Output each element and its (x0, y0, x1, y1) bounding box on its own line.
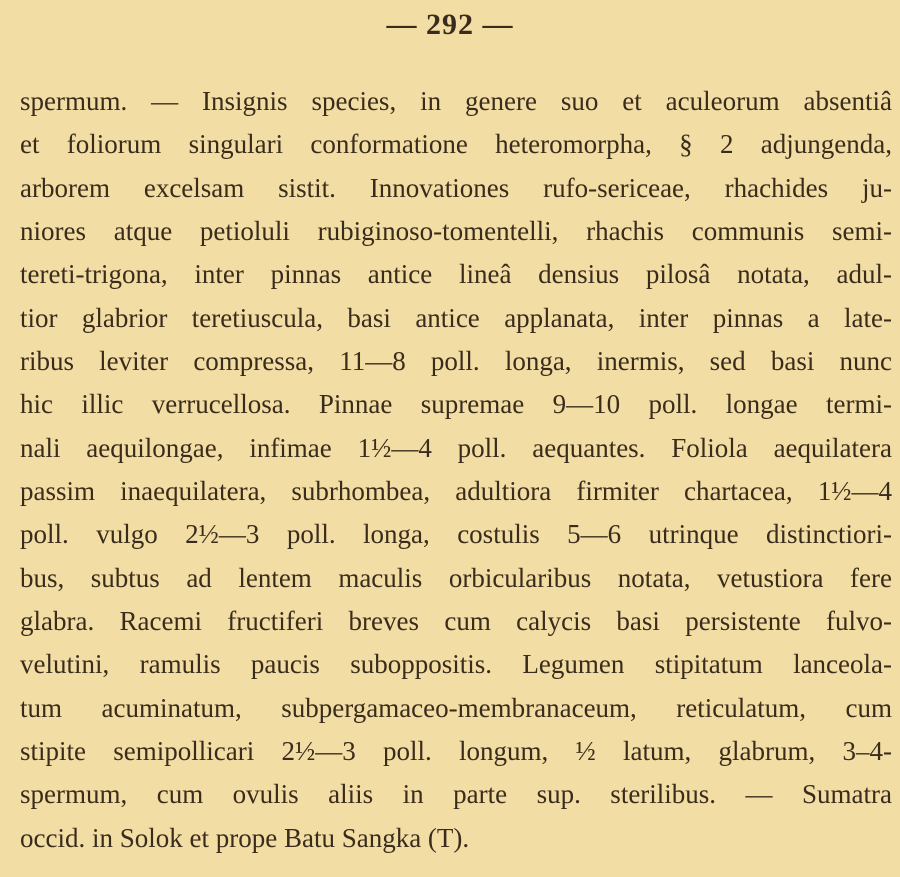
text-line-content: velutini, ramulis paucis suboppositis. Legumen stipitatum lanceola- (20, 649, 892, 680)
text-line (20, 470, 892, 513)
text-line (20, 253, 892, 296)
text-line (20, 297, 892, 340)
text-line (20, 513, 892, 556)
text-line-content: tum acuminatum, subpergamaceo-membranaceum, reticulatum, cum (20, 692, 892, 723)
document-body (20, 80, 892, 860)
text-line (20, 600, 892, 643)
text-line (20, 210, 892, 253)
text-line-content: spermum, cum ovulis aliis in parte sup. sterilibus. — Sumatra (20, 779, 892, 810)
text-line-content: passim inaequilatera, subrhombea, adultiora firmiter chartacea, 1½—4 (20, 475, 892, 506)
text-line-content: poll. vulgo 2½—3 poll. longa, costulis 5—6 utrinque distinctiori- (20, 519, 892, 550)
text-line (20, 773, 892, 816)
text-line (20, 167, 892, 210)
text-line-content: arborem excelsam sistit. Innovationes rufo-sericeae, rhachides ju- (20, 172, 892, 203)
text-line-content: tior glabrior teretiuscula, basi antice applanata, inter pinnas a late- (20, 302, 892, 333)
text-line-content: stipite semipollicari 2½—3 poll. longum, ½ latum, glabrum, 3–4- (20, 735, 892, 766)
text-line (20, 730, 892, 773)
text-line-content: niores atque petioluli rubiginoso-tomentelli, rhachis communis semi- (20, 215, 892, 246)
text-line (20, 383, 892, 426)
text-line-content: nali aequilongae, infimae 1½—4 poll. aequantes. Foliola aequilatera (20, 432, 892, 463)
text-line (20, 340, 892, 383)
text-line-content: et foliorum singulari conformatione heteromorpha, § 2 adjungenda, (20, 129, 892, 160)
page-number-header: — 292 — (386, 8, 514, 41)
text-line-content: bus, subtus ad lentem maculis orbicularibus notata, vetustiora fere (20, 562, 892, 593)
text-line-content: ribus leviter compressa, 11—8 poll. longa, inermis, sed basi nunc (20, 345, 892, 376)
text-line (20, 557, 892, 600)
text-line (20, 817, 892, 860)
text-line (20, 80, 892, 123)
text-line-content: spermum. — Insignis species, in genere suo et aculeorum absentiâ (20, 86, 892, 116)
text-line (20, 123, 892, 166)
text-line-content: glabra. Racemi fructiferi breves cum calycis basi persistente fulvo- (20, 605, 892, 636)
text-line (20, 427, 892, 470)
text-line-content: occid. in Solok et prope Batu Sangka (T). (20, 822, 470, 853)
text-line-content: hic illic verrucellosa. Pinnae supremae 9—10 poll. longae termi- (20, 389, 892, 420)
text-line-content: tereti-trigona, inter pinnas antice lineâ densius pilosâ notata, adul- (20, 259, 892, 290)
text-line (20, 643, 892, 686)
text-line (20, 687, 892, 730)
